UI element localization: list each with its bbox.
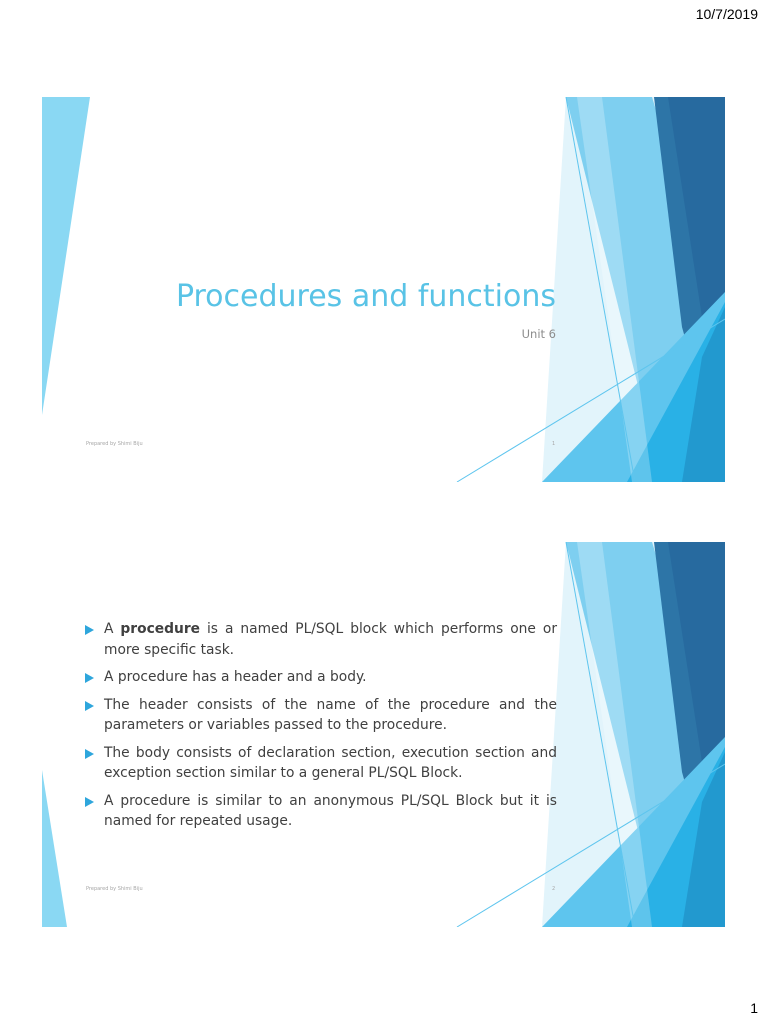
bullet-text-bold: procedure [120, 621, 200, 637]
bullet-list [84, 619, 557, 839]
slide-footer: Prepared by Shimi Biju [86, 886, 143, 892]
page-date: 10/7/2019 [695, 6, 758, 22]
arrow-bullet-icon [85, 673, 94, 683]
list-item [84, 619, 557, 660]
slide-number: 1 [552, 441, 556, 447]
bullet-text-prefix: A [104, 621, 121, 637]
bullet-text: The header consists of the name of the procedure and the parameters or variables passed to the procedure. [104, 696, 557, 733]
bullet-text: A procedure has a header and a body. [104, 669, 367, 685]
page-number: 1 [750, 1000, 758, 1016]
list-item [84, 695, 557, 736]
slide-1 [42, 97, 725, 482]
list-item [84, 743, 557, 784]
slide-number: 2 [552, 886, 556, 892]
bullet-text-rest: is a named PL/SQL block which performs one or more specific task. [104, 621, 557, 658]
arrow-bullet-icon [85, 797, 94, 807]
list-item [84, 791, 557, 832]
arrow-bullet-icon [85, 701, 94, 711]
bullet-text: The body consists of declaration section, execution section and exception section similar to a general PL/SQL Block. [104, 744, 557, 781]
list-item [84, 667, 557, 688]
bullet-text: A procedure is similar to an anonymous PL/SQL Block but it is named for repeated usage. [104, 792, 557, 829]
slide-footer: Prepared by Shimi Biju [86, 441, 143, 447]
slide-subtitle: Unit 6 [521, 327, 556, 341]
arrow-bullet-icon [85, 749, 94, 759]
arrow-bullet-icon [85, 625, 94, 635]
slide-2 [42, 542, 725, 927]
slide-title: Procedures and functions [175, 279, 556, 314]
